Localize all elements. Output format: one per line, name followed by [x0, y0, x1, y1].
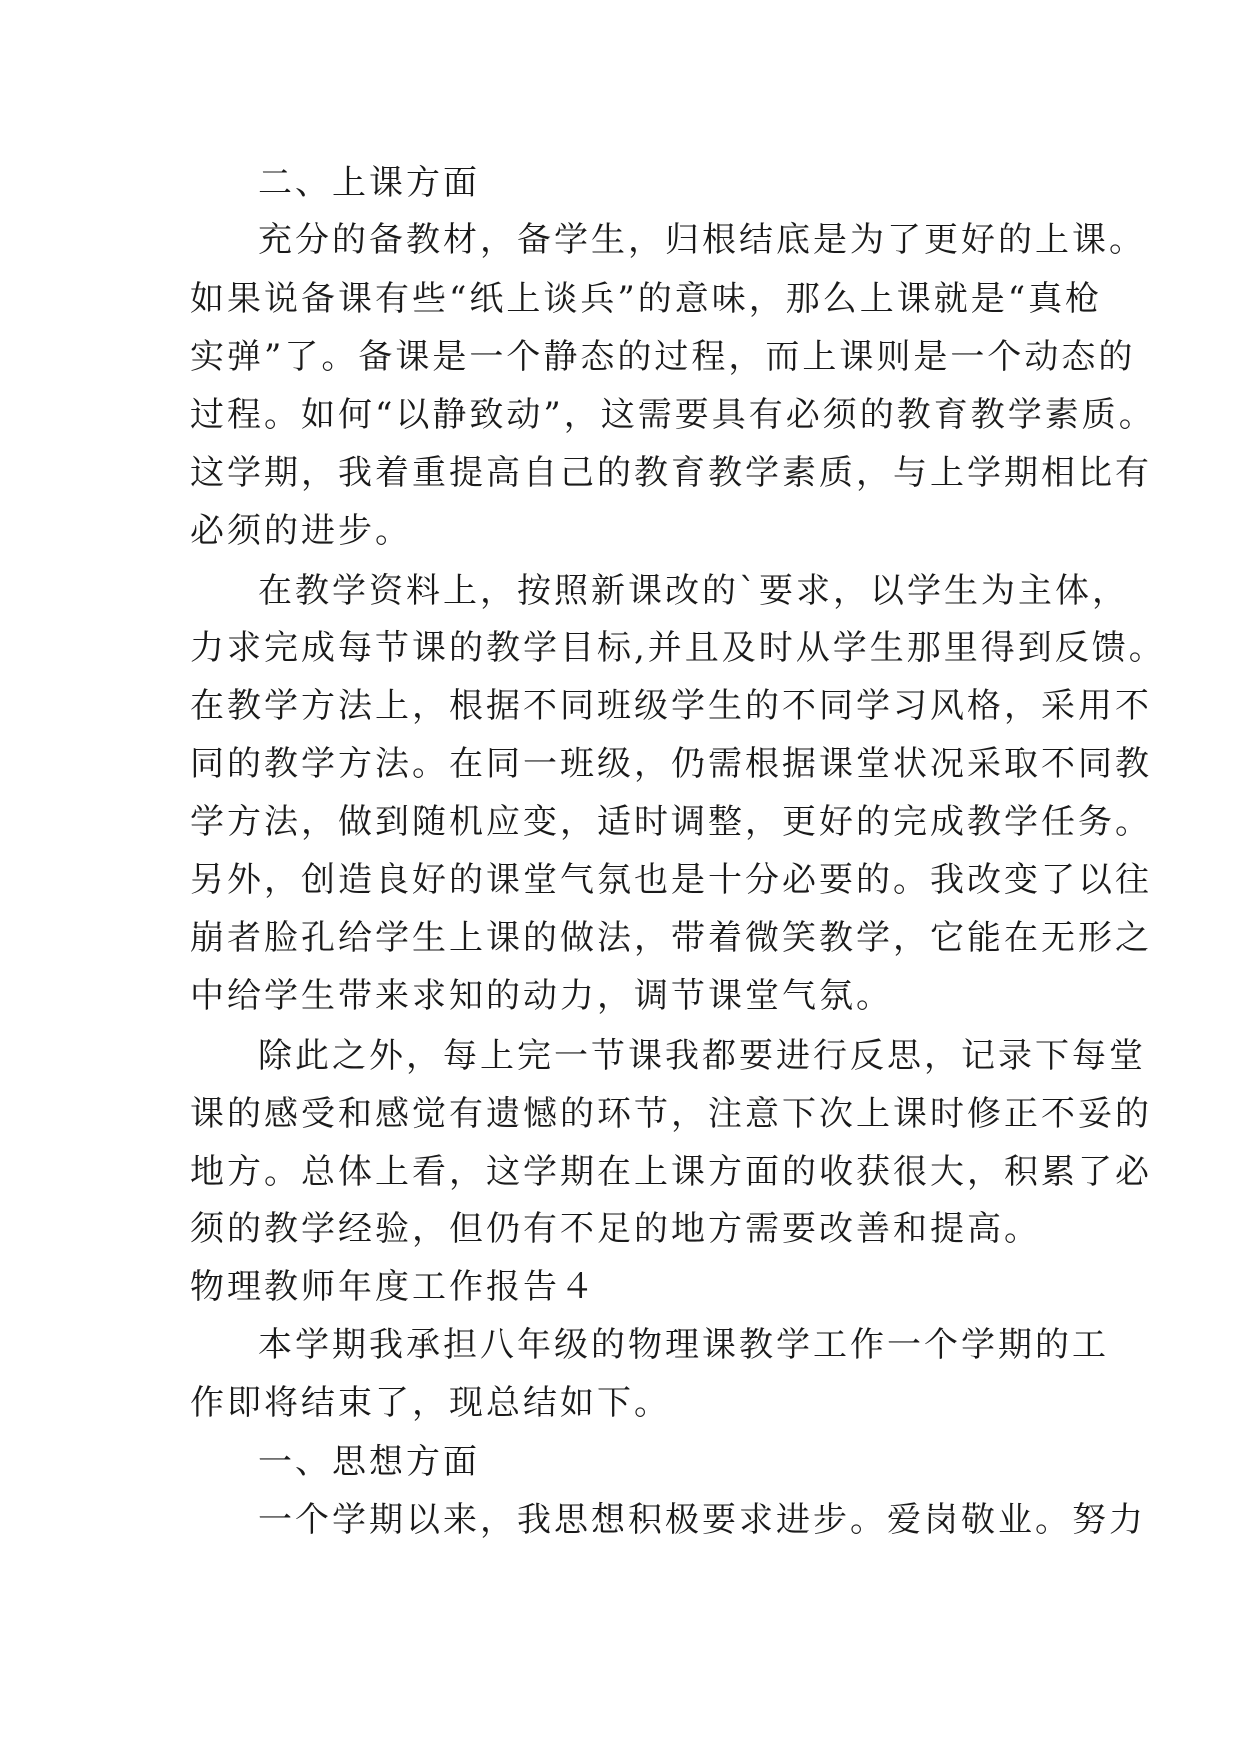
paragraph-line: 力求完成每节课的教学目标,并且及时从学生那里得到反馈。	[190, 628, 1166, 668]
paragraph-line: 实弹”了。备课是一个静态的过程，而上课则是一个动态的	[190, 337, 1136, 377]
paragraph-line: 除此之外，每上完一节课我都要进行反思，记录下每堂	[258, 1036, 1146, 1076]
paragraph-line: 如果说备课有些“纸上谈兵”的意味，那么上课就是“真枪	[190, 279, 1103, 319]
paragraph-line: 地方。总体上看，这学期在上课方面的收获很大，积累了必	[190, 1152, 1152, 1192]
paragraph-line: 崩者脸孔给学生上课的做法，带着微笑教学，它能在无形之	[190, 918, 1152, 958]
paragraph-line: 须的教学经验，但仍有不足的地方需要改善和提高。	[190, 1209, 1041, 1249]
section-heading-thought: 一、思想方面	[258, 1442, 480, 1482]
paragraph-line: 中给学生带来求知的动力，调节课堂气氛。	[190, 976, 893, 1016]
paragraph-line: 学方法，做到随机应变，适时调整，更好的完成教学任务。	[190, 802, 1152, 842]
paragraph-line: 这学期，我着重提高自己的教育教学素质，与上学期相比有	[190, 453, 1152, 493]
paragraph-line: 课的感受和感觉有遗憾的环节，注意下次上课时修正不妥的	[190, 1094, 1152, 1134]
paragraph-line: 一个学期以来，我思想积极要求进步。爱岗敬业。努力	[258, 1500, 1146, 1540]
paragraph-line: 必须的进步。	[190, 511, 412, 551]
paragraph-line: 本学期我承担八年级的物理课教学工作一个学期的工	[258, 1325, 1109, 1365]
paragraph-line: 作即将结束了，现总结如下。	[190, 1383, 671, 1423]
section-heading-teaching: 二、上课方面	[258, 163, 480, 203]
paragraph-line: 同的教学方法。在同一班级，仍需根据课堂状况采取不同教	[190, 744, 1152, 784]
paragraph-line: 过程。如何“以静致动”，这需要具有必须的教育教学素质。	[190, 395, 1156, 435]
paragraph-line: 另外，创造良好的课堂气氛也是十分必要的。我改变了以往	[190, 860, 1152, 900]
paragraph-line: 在教学资料上，按照新课改的`要求，以学生为主体，	[258, 571, 1129, 611]
report-title: 物理教师年度工作报告４	[190, 1267, 597, 1307]
paragraph-line: 在教学方法上，根据不同班级学生的不同学习风格，采用不	[190, 686, 1152, 726]
paragraph-line: 充分的备教材，备学生，归根结底是为了更好的上课。	[258, 220, 1146, 260]
